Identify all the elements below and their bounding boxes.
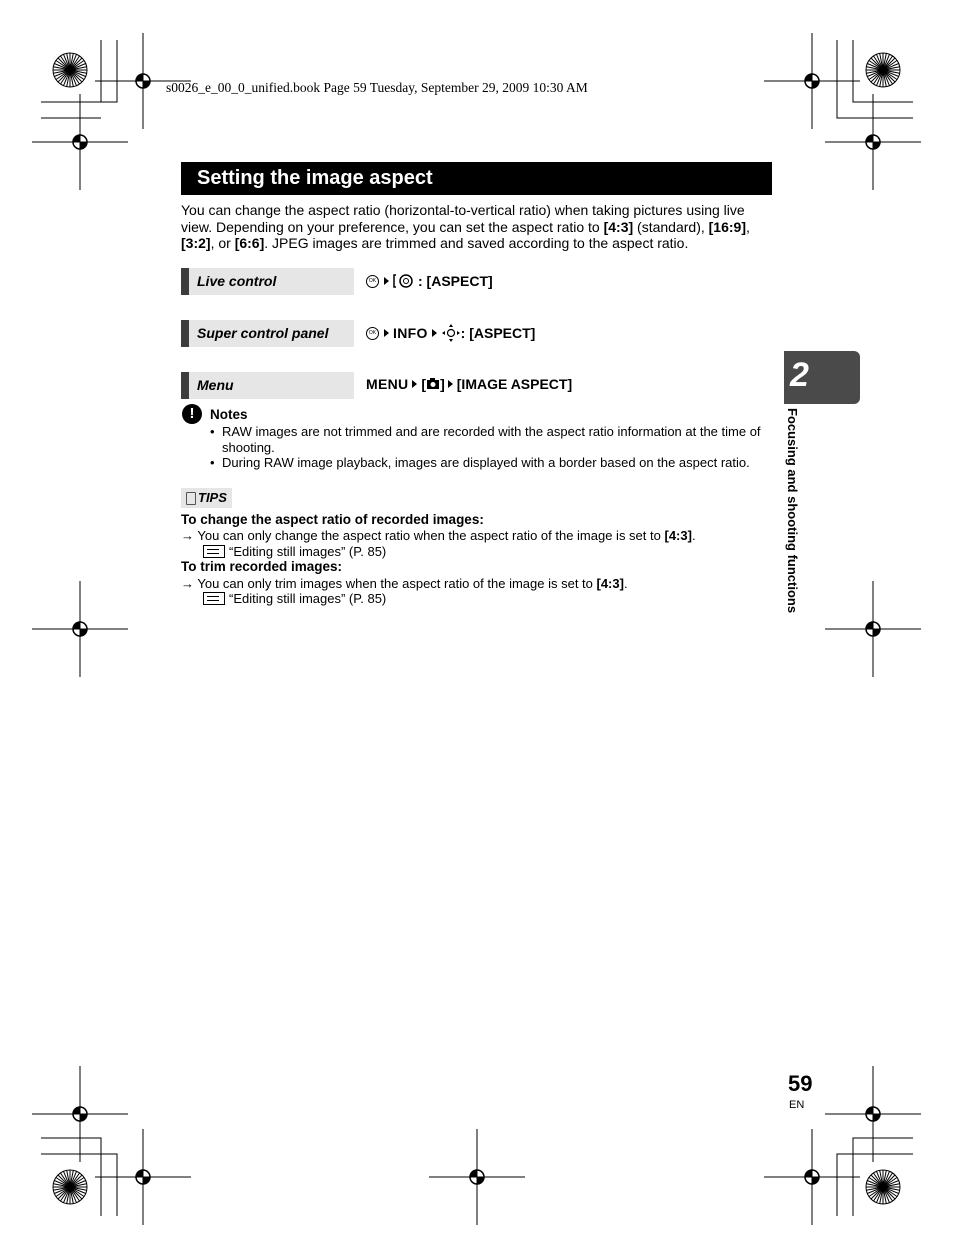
triangle-right-icon	[384, 329, 389, 337]
list-item: • RAW images are not trimmed and are recorded with the aspect ratio information at the time of shooting.	[210, 424, 775, 455]
tip-body: You can only change the aspect ratio when the aspect ratio of the image is set to	[194, 528, 665, 543]
info-button-label: INFO	[393, 325, 428, 341]
bracket-open: [	[421, 376, 427, 392]
reference-page-icon	[203, 545, 225, 558]
intro-option-6-6: [6:6]	[234, 235, 265, 251]
tip-heading: To trim recorded images:	[181, 559, 343, 574]
intro-option-4-3: [4:3]	[603, 218, 634, 235]
arrow-glyph: →	[181, 528, 194, 543]
op-label-menu	[181, 372, 354, 399]
notes-title: Notes	[210, 407, 248, 422]
reference-page-icon	[203, 592, 225, 605]
tips-badge	[181, 488, 232, 508]
triangle-right-icon	[412, 380, 417, 388]
tip-bold: [4:3]	[596, 576, 624, 591]
tip-bold: [4:3]	[664, 528, 692, 543]
ok-button-icon: OK	[366, 275, 379, 288]
op-value-text: : [ASPECT]	[460, 325, 536, 341]
tip-end: .	[691, 528, 696, 543]
tip-reference	[203, 591, 386, 606]
live-control-icon	[393, 273, 415, 289]
tip-text	[181, 576, 628, 591]
op-label-live-control	[181, 268, 354, 295]
arrow-pad-icon	[441, 324, 461, 342]
op-label-super-control-panel	[181, 320, 354, 347]
op-label-text: Live control	[197, 273, 277, 289]
caution-icon: !	[182, 404, 202, 424]
intro-text: You can change the aspect ratio (horizontal-to-vertical ratio) when taking pictures using live view. Depending on your preference, you can set the aspect ratio to	[181, 202, 745, 235]
print-header: s0026_e_00_0_unified.book Page 59 Tuesday, September 29, 2009 10:30 AM	[166, 80, 588, 95]
chapter-side-title	[784, 408, 800, 648]
arrow-glyph: →	[181, 576, 194, 591]
op-value-live-control	[366, 273, 493, 289]
op-label-text: Menu	[197, 377, 234, 393]
menu-button-label: MENU	[366, 376, 409, 392]
triangle-right-icon	[448, 380, 453, 388]
intro-text: , or	[210, 235, 235, 251]
op-value-text: : [ASPECT]	[418, 273, 493, 289]
intro-text: ,	[746, 218, 750, 235]
op-label-text: Super control panel	[197, 325, 329, 341]
op-value-super-control-panel	[366, 324, 535, 342]
triangle-right-icon	[432, 329, 437, 337]
triangle-right-icon	[384, 277, 389, 285]
ok-button-icon: OK	[366, 327, 379, 340]
tip-heading: To change the aspect ratio of recorded images:	[181, 512, 484, 527]
tip-text	[181, 528, 696, 543]
tip-body: You can only trim images when the aspect ratio of the image is set to	[194, 576, 597, 591]
op-value-menu	[366, 376, 572, 392]
intro-option-3-2: [3:2]	[181, 235, 211, 251]
intro-paragraph	[181, 202, 773, 252]
shooting-menu-icon	[426, 377, 440, 391]
chapter-tab	[784, 351, 860, 404]
tip-ref-text: “Editing still images” (P. 85)	[229, 591, 387, 606]
chapter-number: 2	[790, 356, 809, 394]
tips-pencil-icon	[186, 492, 196, 505]
tips-label: TIPS	[198, 490, 227, 505]
intro-option-16-9: [16:9]	[708, 218, 746, 235]
section-title: Setting the image aspect	[197, 167, 433, 189]
intro-text: (standard),	[633, 218, 709, 235]
notes-list	[210, 424, 775, 471]
page-number: 59	[788, 1071, 813, 1096]
tip-ref-text: “Editing still images” (P. 85)	[229, 544, 387, 559]
tip-reference	[203, 544, 386, 559]
op-value-text: [IMAGE ASPECT]	[456, 376, 573, 392]
tip-end: .	[623, 576, 628, 591]
page-language: EN	[789, 1099, 805, 1111]
bracket-close: ]	[440, 376, 445, 392]
chapter-title-text: Focusing and shooting functions	[785, 408, 800, 614]
list-item: • During RAW image playback, images are displayed with a border based on the aspect ratio.	[210, 455, 775, 471]
intro-text: . JPEG images are trimmed and saved according to the aspect ratio.	[264, 235, 689, 251]
section-header	[181, 162, 772, 195]
